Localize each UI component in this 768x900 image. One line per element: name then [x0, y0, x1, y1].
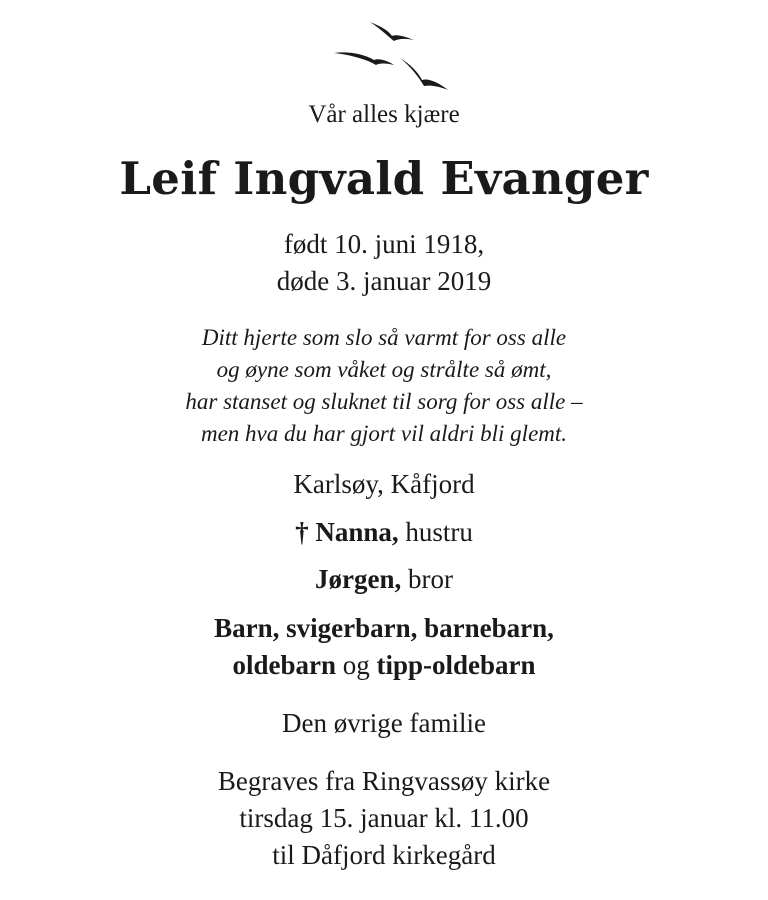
mourner-wife: [0, 514, 768, 551]
birth-date: født 10. juni 1918,: [283, 229, 485, 259]
brother-relation: bror: [408, 564, 453, 594]
burial-line: Begraves fra Ringvassøy kirke: [217, 766, 551, 796]
verse-line: men hva du har gjort vil aldri bli glemt.: [200, 421, 568, 446]
descendants-tipp-oldebarn: tipp-oldebarn: [376, 650, 536, 680]
mourner-brother: [0, 561, 768, 598]
verse-line: og øyne som våket og strålte så ømt,: [216, 357, 552, 382]
burial-info: [0, 763, 768, 874]
wife-relation: hustru: [405, 517, 473, 547]
brother-name: Jørgen,: [315, 564, 402, 594]
burial-line: til Dåfjord kirkegård: [272, 840, 496, 870]
descendants-oldebarn: oldebarn: [232, 650, 336, 680]
other-family-text: Den øvrige familie: [282, 708, 486, 738]
memorial-verse: [0, 322, 768, 450]
verse-line: har stanset og sluknet til sorg for oss alle –: [185, 389, 583, 414]
descendants-joiner: og: [342, 650, 370, 680]
wife-name: Nanna,: [315, 517, 399, 547]
descendants-line-1: Barn, svigerbarn, barnebarn,: [214, 613, 554, 643]
deceased-name: Leif Ingvald Evanger: [119, 152, 649, 205]
intro-text: Vår alles kjære: [308, 101, 460, 128]
mourner-descendants: [0, 610, 768, 684]
verse-line: Ditt hjerte som slo så varmt for oss alle: [201, 325, 567, 350]
life-dates: [0, 226, 768, 300]
descendants-line-2: [0, 647, 768, 684]
dagger-symbol: †: [295, 517, 309, 547]
death-date: døde 3. januar 2019: [276, 266, 492, 296]
flying-birds-icon: [330, 16, 454, 96]
place-text: Karlsøy, Kåfjord: [293, 469, 475, 499]
burial-line: tirsdag 15. januar kl. 11.00: [239, 803, 529, 833]
